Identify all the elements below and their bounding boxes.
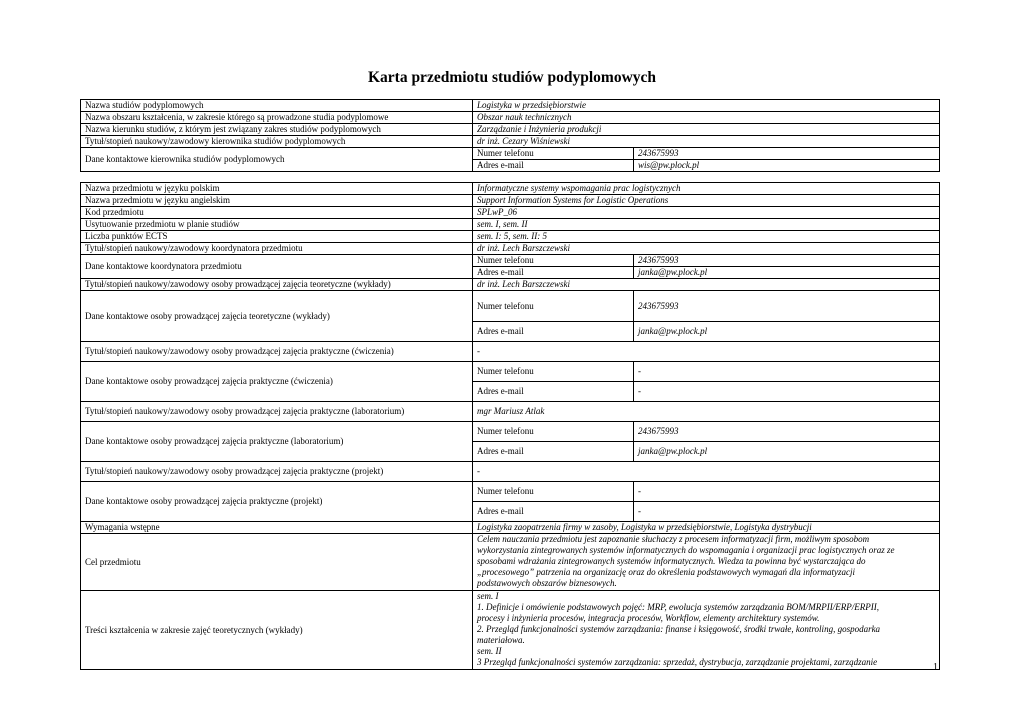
row-label: Wymagania wstępne bbox=[81, 522, 473, 534]
contact-label: Dane kontaktowe kierownika studiów podyplomowych bbox=[81, 148, 473, 172]
laboratory-contact-label: Dane kontaktowe osoby prowadzącej zajęcia praktyczne (laboratorium) bbox=[81, 422, 473, 462]
phone-label: Numer telefonu bbox=[473, 291, 634, 322]
lecturer-contact-label: Dane kontaktowe osoby prowadzącej zajęcia teoretyczne (wykłady) bbox=[81, 291, 473, 342]
phone-value: 243675993 bbox=[634, 255, 940, 267]
row-label: Liczba punktów ECTS bbox=[81, 231, 473, 243]
email-label: Adres e-mail bbox=[473, 322, 634, 342]
row-value: Informatyczne systemy wspomagania prac logistycznych bbox=[473, 183, 940, 195]
content-line: procesy i inżynieria procesów, integracja procesów, Workflow, elementy architektury systemów. bbox=[477, 613, 820, 623]
project-contact-label: Dane kontaktowe osoby prowadzącej zajęcia praktyczne (projekt) bbox=[81, 482, 473, 522]
contact-row bbox=[81, 482, 940, 502]
content-line: sem. I bbox=[477, 591, 499, 601]
row-label: Nazwa przedmiotu w języku polskim bbox=[81, 183, 473, 195]
course-info-table bbox=[80, 182, 940, 670]
table-row bbox=[81, 112, 940, 124]
page-number: 1 bbox=[933, 662, 938, 673]
row-value: mgr Mariusz Atlak bbox=[473, 402, 940, 422]
phone-value: 243675993 bbox=[634, 291, 940, 322]
row-value: SPLwP_06 bbox=[473, 207, 940, 219]
row-label: Usytuowanie przedmiotu w planie studiów bbox=[81, 219, 473, 231]
contact-row bbox=[81, 255, 940, 267]
row-label: Tytuł/stopień naukowy/zawodowy koordynatora przedmiotu bbox=[81, 243, 473, 255]
phone-label: Numer telefonu bbox=[473, 422, 634, 442]
coordinator-contact-label: Dane kontaktowe koordynatora przedmiotu bbox=[81, 255, 473, 279]
row-value: Obszar nauk technicznych bbox=[473, 112, 940, 124]
email-value: janka@pw.plock.pl bbox=[634, 442, 940, 462]
content-line: 3 Przegląd funkcjonalności systemów zarządzania: sprzedaż, dystrybucja, zarządzanie projektami, zarządzanie bbox=[477, 657, 878, 667]
table-row bbox=[81, 462, 940, 482]
table-row bbox=[81, 195, 940, 207]
row-label: Kod przedmiotu bbox=[81, 207, 473, 219]
goal-line: „procesowego” patrzenia na organizację oraz do określenia podstawowych wymagań dla informatyzacji bbox=[477, 567, 855, 577]
table-row bbox=[81, 342, 940, 362]
email-value: - bbox=[634, 382, 940, 402]
phone-value: 243675993 bbox=[634, 422, 940, 442]
row-label: Nazwa studiów podyplomowych bbox=[81, 100, 473, 112]
email-label: Adres e-mail bbox=[473, 502, 634, 522]
table-row bbox=[81, 124, 940, 136]
row-value: dr inż. Lech Barszczewski bbox=[473, 243, 940, 255]
phone-label: Numer telefonu bbox=[473, 482, 634, 502]
row-label: Cel przedmiotu bbox=[81, 534, 473, 591]
page-title: Karta przedmiotu studiów podyplomowych bbox=[367, 69, 657, 86]
exercises-contact-label: Dane kontaktowe osoby prowadzącej zajęcia praktyczne (ćwiczenia) bbox=[81, 362, 473, 402]
table-row bbox=[81, 231, 940, 243]
table-row bbox=[81, 279, 940, 291]
row-value: Logistyka zaopatrzenia firmy w zasoby, Logistyka w przedsiębiorstwie, Logistyka dystrybucji bbox=[473, 522, 940, 534]
row-value: Support Information Systems for Logistic Operations bbox=[473, 195, 940, 207]
contact-row bbox=[81, 362, 940, 382]
row-value: - bbox=[473, 342, 940, 362]
contact-row bbox=[81, 422, 940, 442]
row-label: Tytuł/stopień naukowy/zawodowy osoby prowadzącej zajęcia praktyczne (laboratorium) bbox=[81, 402, 473, 422]
table-row bbox=[81, 522, 940, 534]
phone-label: Numer telefonu bbox=[473, 148, 634, 160]
phone-value: 243675993 bbox=[634, 148, 940, 160]
table-row bbox=[81, 243, 940, 255]
row-value: Logistyka w przedsiębiorstwie bbox=[473, 100, 940, 112]
content-line: sem. II bbox=[477, 646, 502, 656]
phone-value: - bbox=[634, 482, 940, 502]
table-row bbox=[81, 136, 940, 148]
email-value: wis@pw.plock.pl bbox=[634, 160, 940, 172]
table-row bbox=[81, 183, 940, 195]
table-row bbox=[81, 591, 940, 670]
goal-text bbox=[473, 534, 940, 591]
email-value: - bbox=[634, 502, 940, 522]
email-value: janka@pw.plock.pl bbox=[634, 267, 940, 279]
contact-row bbox=[81, 148, 940, 160]
row-value: sem. I: 5, sem. II: 5 bbox=[473, 231, 940, 243]
contact-row bbox=[81, 291, 940, 322]
email-value: janka@pw.plock.pl bbox=[634, 322, 940, 342]
row-label: Tytuł/stopień naukowy/zawodowy kierownika studiów podyplomowych bbox=[81, 136, 473, 148]
table-row bbox=[81, 534, 940, 591]
goal-line: wykorzystania zintegrowanych systemów informatycznych do wspomagania i organizacji prac logistycznych oraz ze bbox=[477, 545, 895, 555]
email-label: Adres e-mail bbox=[473, 442, 634, 462]
table-row bbox=[81, 402, 940, 422]
content-text bbox=[473, 591, 940, 670]
phone-label: Numer telefonu bbox=[473, 362, 634, 382]
row-label: Nazwa kierunku studiów, z którym jest związany zakres studiów podyplomowych bbox=[81, 124, 473, 136]
row-label: Nazwa obszaru kształcenia, w zakresie którego są prowadzone studia podyplomowe bbox=[81, 112, 473, 124]
email-label: Adres e-mail bbox=[473, 382, 634, 402]
email-label: Adres e-mail bbox=[473, 267, 634, 279]
row-value: dr inż. Lech Barszczewski bbox=[473, 279, 940, 291]
content-line: 1. Definicje i omówienie podstawowych pojęć: MRP, ewolucja systemów zarządzania BOM/MRPII/ERP/ERPII, bbox=[477, 602, 880, 612]
phone-label: Numer telefonu bbox=[473, 255, 634, 267]
phone-value: - bbox=[634, 362, 940, 382]
row-value: dr inż. Cezary Wiśniewski bbox=[473, 136, 940, 148]
row-label: Treści kształcenia w zakresie zajęć teoretycznych (wykłady) bbox=[81, 591, 473, 670]
program-info-table bbox=[80, 99, 940, 172]
goal-line: podstawowych obszarów biznesowych. bbox=[477, 578, 617, 588]
row-label: Tytuł/stopień naukowy/zawodowy osoby prowadzącej zajęcia praktyczne (ćwiczenia) bbox=[81, 342, 473, 362]
email-label: Adres e-mail bbox=[473, 160, 634, 172]
row-label: Nazwa przedmiotu w języku angielskim bbox=[81, 195, 473, 207]
goal-line: sposobami wdrażania zintegrowanych systemów informatycznych. Wiedza ta powinna być wystarczająca do bbox=[477, 556, 866, 566]
row-label: Tytuł/stopień naukowy/zawodowy osoby prowadzącej zajęcia teoretyczne (wykłady) bbox=[81, 279, 473, 291]
goal-line: Celem nauczania przedmiotu jest zapoznanie słuchaczy z procesem informatyzacji firm, możliwym sposobom bbox=[477, 534, 870, 544]
content-line: materiałowa. bbox=[477, 635, 525, 645]
table-row bbox=[81, 100, 940, 112]
row-value: Zarządzanie i Inżynieria produkcji bbox=[473, 124, 940, 136]
row-value: sem. I, sem. II bbox=[473, 219, 940, 231]
row-value: - bbox=[473, 462, 940, 482]
row-label: Tytuł/stopień naukowy/zawodowy osoby prowadzącej zajęcia praktyczne (projekt) bbox=[81, 462, 473, 482]
content-line: 2. Przegląd funkcjonalności systemów zarządzania: finanse i księgowość, środki trwałe, kontroling, gospodarka bbox=[477, 624, 881, 634]
table-row bbox=[81, 207, 940, 219]
table-row bbox=[81, 219, 940, 231]
